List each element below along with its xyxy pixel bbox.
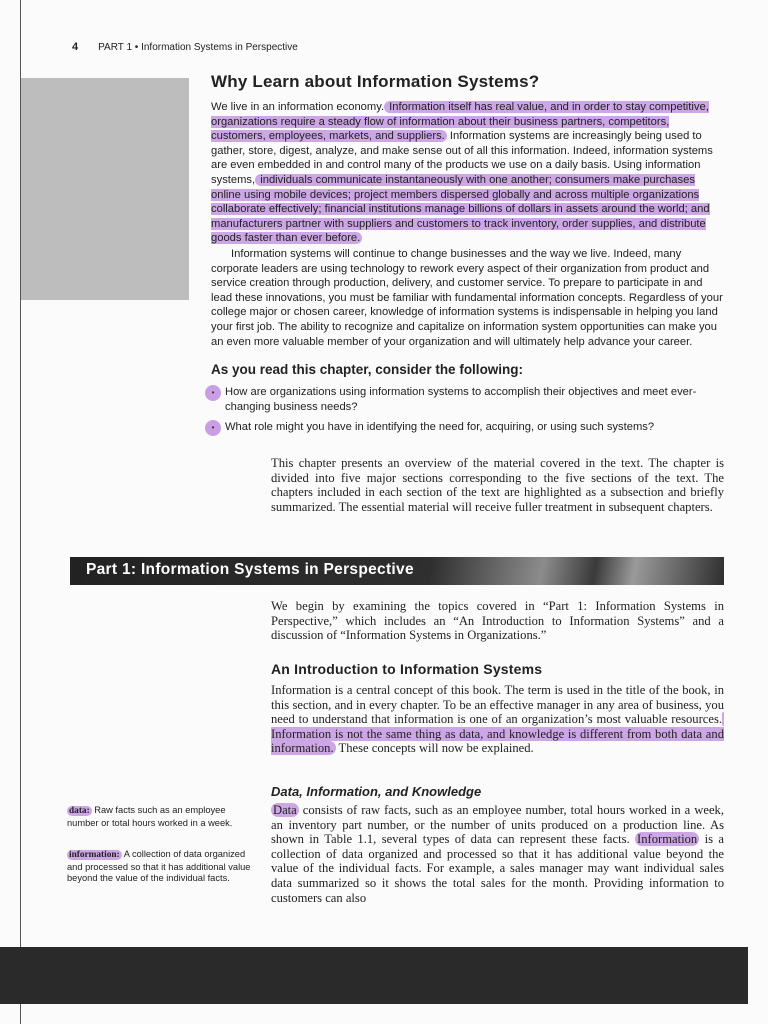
intro-body-a: Information is a central concept of this book. The term is used in the title of the book, in this section, and in every chapter. To be an effective manager in any area of business, you need to understand that information is one of an organization’s most valuable resources. bbox=[271, 683, 724, 727]
highlight-intro-d: individuals communicate instantaneously with one another; consumers make purchases online using mobile devices; project members dispersed globally and across multiple organizations collaborate effectively; financial institutions manage billions of dollars in assets around the world; and manufacturers partner with suppliers and customers to track inventory, order supplies, and distribute goods faster than ever before. bbox=[211, 173, 710, 245]
overview-paragraph: This chapter presents an overview of the material covered in the text. The chapter is divided into five major sections corresponding to the five sections of the text. The chapters included in each section of the text are highlighted as a subsection and briefly summarized. The essential material will receive fuller treatment in subsequent chapters. bbox=[271, 456, 724, 514]
part-banner bbox=[70, 557, 724, 585]
consider-heading: As you read this chapter, consider the following: bbox=[211, 362, 524, 377]
dik-body-b: is a collection of data organized and processed so that it has additional value beyond the value of the individual facts. For example, a sales manager may want individual sales data summarized so it shows the total sales for the month. Providing information to customers can also bbox=[271, 832, 724, 905]
dik-body-paragraph bbox=[271, 803, 724, 905]
margin-def-information-text: A collection of data organized and processed so that it has additional value beyond the value of the individual facts. bbox=[67, 849, 251, 883]
margin-definition-information bbox=[67, 849, 252, 885]
section-title: Why Learn about Information Systems? bbox=[211, 72, 540, 91]
shaded-margin-block bbox=[21, 78, 189, 300]
consider-item bbox=[205, 385, 725, 414]
dik-body-a: consists of raw facts, such as an employee number, total hours worked in a week, an inventory part number, or the number of units produced on a production line. As shown in Table 1.1, several types of data can represent these facts. bbox=[271, 803, 724, 847]
consider-item bbox=[205, 420, 725, 435]
intro-text-c: Information systems are increasingly being used to gather, store, digest, analyze, and make sense out of all this information. Indeed, information systems are even embedded in and control many of the products we use on a daily basis. Using information systems, bbox=[211, 130, 713, 186]
margin-term-information: information: bbox=[69, 850, 120, 860]
consider-list bbox=[205, 385, 725, 441]
part-intro-paragraph: We begin by examining the topics covered in “Part 1: Information Systems in Perspective,” which includes an “An Introduction to Information Systems” and a discussion of “Information Systems in Organizations.” bbox=[271, 599, 724, 643]
consider-item-text: What role might you have in identifying the need for, acquiring, or using such systems? bbox=[225, 421, 655, 434]
margin-definition-data bbox=[67, 805, 252, 829]
intro-paragraph-1 bbox=[211, 100, 726, 246]
part-banner-title: Part 1: Information Systems in Perspective bbox=[86, 561, 414, 578]
running-head-text: PART 1 • Information Systems in Perspective bbox=[98, 42, 298, 53]
consider-item-text: How are organizations using information systems to accomplish their objectives and meet ever-changing business needs? bbox=[225, 386, 697, 413]
intro-body-paragraph bbox=[271, 683, 724, 756]
highlight-intro-b: Information itself has real value, and in order to stay competitive, organizations require a steady flow of information about their business partners, competitors, customers, employees, markets, and suppliers. bbox=[211, 101, 709, 143]
page-number: 4 bbox=[72, 41, 79, 53]
intro-text-a: We live in an information economy. bbox=[211, 101, 385, 113]
highlight-term-information: Information bbox=[637, 832, 698, 847]
intro-paragraph-2: Information systems will continue to change businesses and the way we live. Indeed, many corporate leaders are using technology to rework every aspect of their organization from product and service creation through production, delivery, and customer service. To prepare to participate in and lead these innovations, you must be familiar with fundamental information concepts. Regardless of your college major or chosen career, knowledge of information systems is indispensable in helping you land your first job. The ability to recognize and capitalize on information system opportunities can make you an even more valuable member of your organization and will ultimately help advance your career. bbox=[211, 248, 723, 348]
margin-term-data: data: bbox=[69, 806, 90, 816]
footer-dark-band bbox=[0, 947, 748, 1004]
bullet-icon: • bbox=[205, 420, 221, 436]
running-head bbox=[72, 41, 298, 53]
highlight-term-data: Data bbox=[273, 803, 297, 817]
dik-heading: Data, Information, and Knowledge bbox=[271, 784, 482, 799]
highlight-intro-body-b: Information is not the same thing as data, and knowledge is different from both data and information. bbox=[271, 712, 724, 755]
intro-body-c: These concepts will now be explained. bbox=[335, 741, 534, 756]
margin-def-data-text: Raw facts such as an employee number or total hours worked in a week. bbox=[67, 805, 233, 828]
bullet-icon: • bbox=[205, 385, 221, 401]
intro-heading: An Introduction to Information Systems bbox=[271, 661, 543, 677]
